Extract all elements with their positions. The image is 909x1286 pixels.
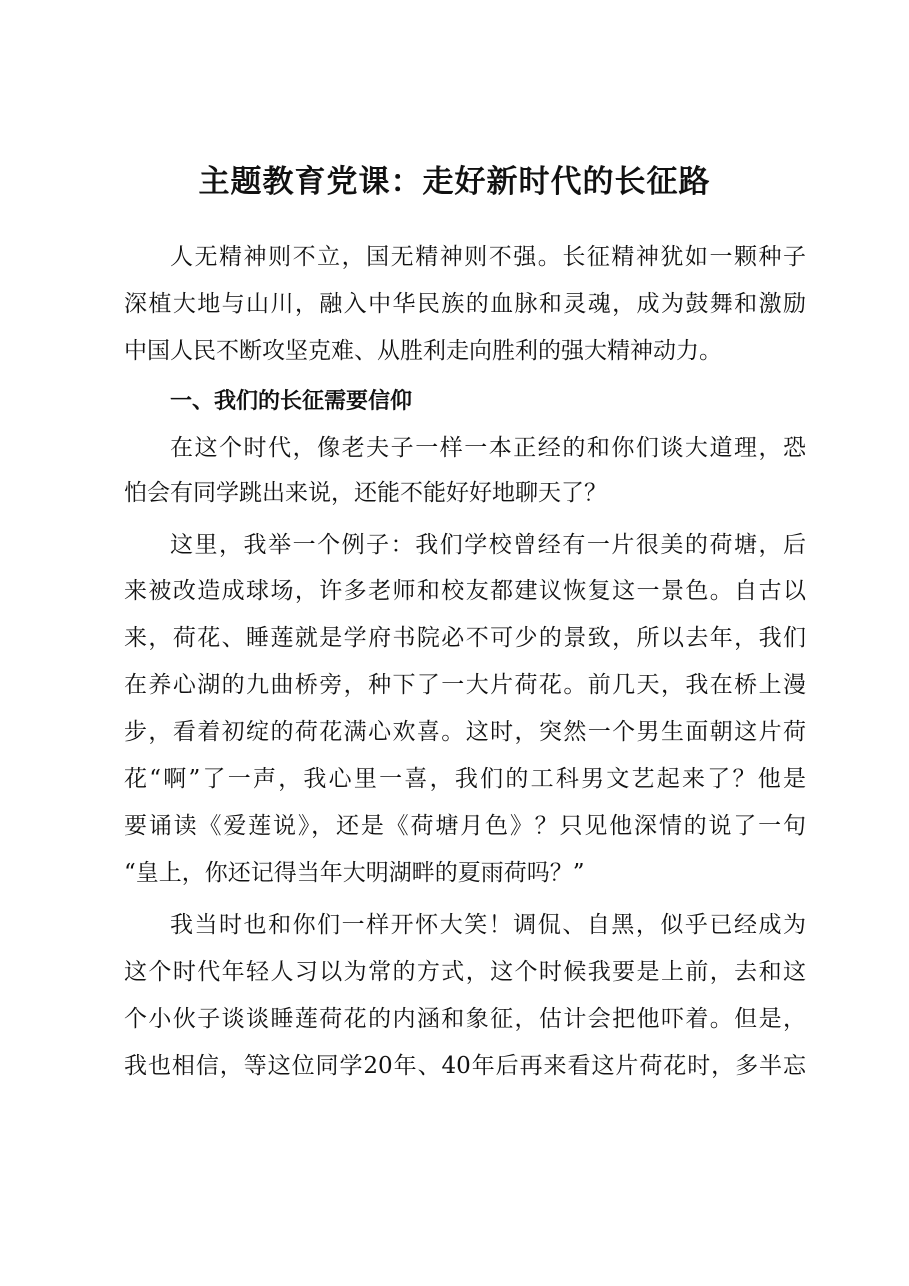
paragraph-4-line-1: 我当时也和你们一样开怀大笑！调侃、自黑，似乎已经成为: [170, 912, 806, 938]
paragraph-3-line-8: “皇上，你还记得当年大明湖畔的夏雨荷吗？”: [124, 860, 585, 886]
paragraph-4-line-2: 这个时代年轻人习以为常的方式，这个时候我要是上前，去和这: [124, 959, 806, 985]
paragraph-3-line-7: 要诵读《爱莲说》，还是《荷塘月色》？只见他深情的说了一句: [124, 813, 806, 839]
paragraph-3-line-1: 这里，我举一个例子：我们学校曾经有一片很美的荷塘，后: [170, 532, 806, 558]
section-heading: 一、我们的长征需要信仰: [170, 389, 413, 414]
paragraph-3-line-2: 来被改造成球场，许多老师和校友都建议恢复这一景色。自古以: [124, 578, 806, 604]
paragraph-1-line-2: 深植大地与山川，融入中华民族的血脉和灵魂，成为鼓舞和激励: [124, 291, 806, 317]
document-title: 主题教育党课：走好新时代的长征路: [198, 164, 711, 200]
paragraph-2-line-2: 怕会有同学跳出来说，还能不能好好地聊天了？: [124, 480, 607, 506]
paragraph-1-line-3: 中国人民不断攻坚克难、从胜利走向胜利的强大精神动力。: [124, 338, 722, 364]
paragraph-3-line-5: 步，看着初绽的荷花满心欢喜。这时，突然一个男生面朝这片荷: [124, 719, 806, 745]
paragraph-4-line-4: 我也相信，等这位同学20年、40年后再来看这片荷花时，多半忘: [124, 1053, 806, 1079]
paragraph-4-line-3: 个小伙子谈谈睡莲荷花的内涵和象征，估计会把他吓着。但是，: [124, 1006, 806, 1032]
paragraph-3-line-6: 花“啊”了一声，我心里一喜，我们的工科男文艺起来了？他是: [124, 766, 806, 792]
paragraph-3-line-4: 在养心湖的九曲桥旁，种下了一大片荷花。前几天，我在桥上漫: [124, 672, 806, 698]
paragraph-3-line-3: 来，荷花、睡莲就是学府书院必不可少的景致，所以去年，我们: [124, 625, 806, 651]
paragraph-1-line-1: 人无精神则不立，国无精神则不强。长征精神犹如一颗种子: [170, 244, 806, 270]
paragraph-2-line-1: 在这个时代，像老夫子一样一本正经的和你们谈大道理，恐: [170, 435, 806, 461]
